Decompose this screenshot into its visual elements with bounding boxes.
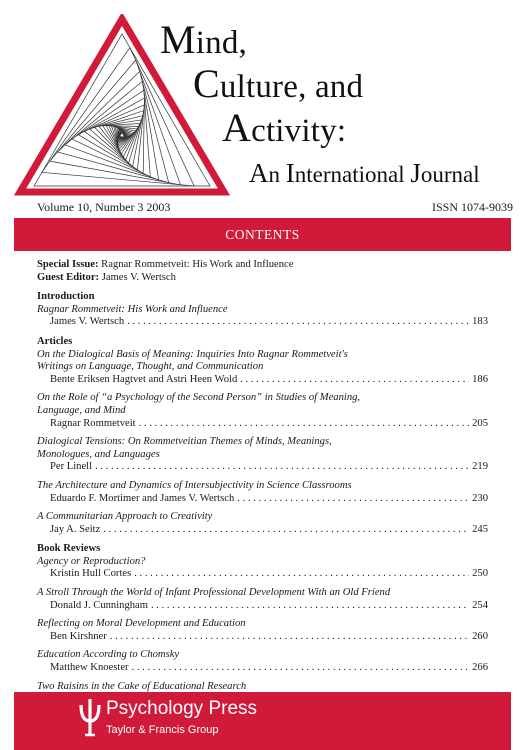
- list-item: The Architecture and Dynamics of Intersubjectivity in Science Classrooms Eduardo F. Mortimer and James V. Wertsch . . . 230: [37, 480, 488, 505]
- book-reviews-section: [37, 543, 488, 706]
- publisher-group: Taylor & Francis Group: [106, 724, 219, 736]
- list-item: On the Role of “a Psychology of the Second Person” in Studies of Meaning, Language, and Mind Ragnar Rommetveit . . . 205: [37, 392, 488, 430]
- section-heading: Introduction: [37, 291, 95, 303]
- section-heading: Articles: [37, 335, 73, 347]
- contents-banner: CONTENTS: [14, 218, 511, 251]
- list-item: Agency or Reproduction? Kristin Hull Cortes . . . 250: [37, 556, 488, 581]
- journal-subtitle: An International Journal: [249, 158, 480, 188]
- journal-title-line-1: Mind,: [160, 17, 247, 62]
- publisher-name: Psychology Press: [106, 698, 258, 719]
- journal-title-line-3: Activity:: [222, 105, 347, 150]
- introduction-section: [37, 291, 488, 329]
- volume-number: Volume 10, Number 3 2003: [37, 200, 171, 214]
- list-item: Ragnar Rommetveit: His Work and Influence James V. Wertsch . . . 183: [37, 304, 488, 329]
- list-item: A Communitarian Approach to Creativity Jay A. Seitz . . . 245: [37, 511, 488, 536]
- issn: ISSN 1074-9039: [431, 200, 513, 214]
- list-item: A Stroll Through the World of Infant Professional Development With an Old Friend Donald J. Cunningham . . . 254: [37, 587, 488, 612]
- special-issue-block: Special Issue: Ragnar Rommetveit: His Work and Influence Guest Editor: James V. Wertsch: [37, 259, 294, 283]
- articles-section: [37, 336, 488, 536]
- list-item: On the Dialogical Basis of Meaning: Inquiries Into Ragnar Rommetveit's Writings on Language, Thought, and Communication Bente Eriksen Hagtvet and Astri Heen Wold . . . 186: [37, 349, 488, 387]
- list-item: Dialogical Tensions: On Rommetveitian Themes of Minds, Meanings, Monologues, and Languages Per Linell . . . 219: [37, 436, 488, 474]
- list-item: Reflecting on Moral Development and Education Ben Kirshner . . . 260: [37, 618, 488, 643]
- issue-meta: [37, 200, 513, 215]
- publisher-footer: [14, 692, 511, 750]
- list-item: Two Raisins in the Cake of Educational Research . . .: [37, 681, 488, 706]
- table-of-contents: [37, 259, 488, 706]
- section-heading: Book Reviews: [37, 543, 101, 555]
- psi-symbol-icon: [78, 697, 102, 737]
- list-item: Education According to Chomsky Matthew Knoester . . . 266: [37, 649, 488, 674]
- journal-title-line-2: Culture, and: [193, 61, 364, 106]
